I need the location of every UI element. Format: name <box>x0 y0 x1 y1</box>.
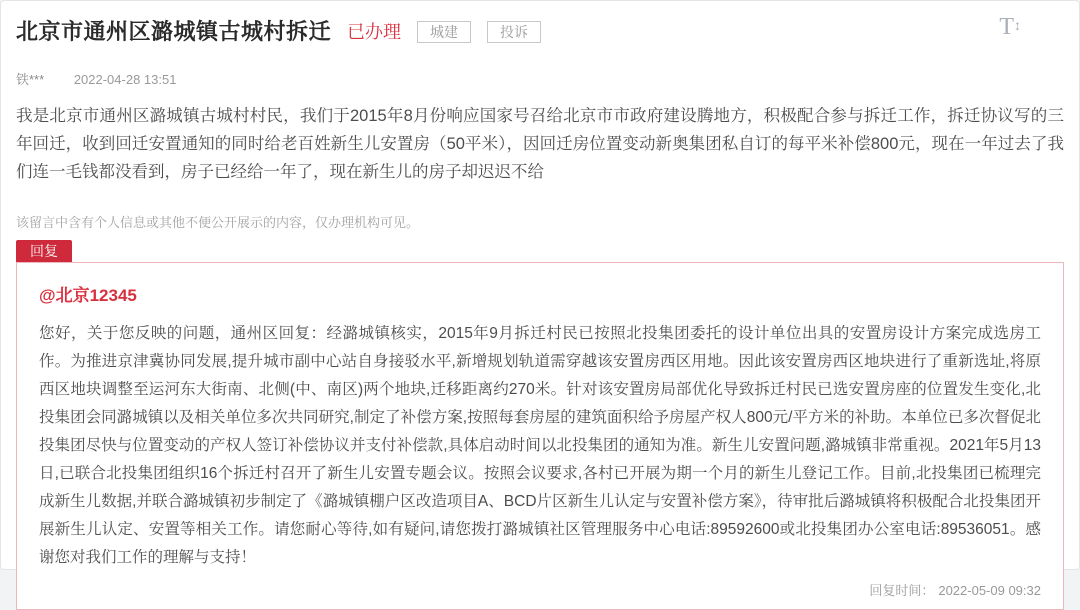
author-name: 铁*** <box>16 72 45 87</box>
reply-time-value: 2022-05-09 09:32 <box>938 583 1041 598</box>
reply-time <box>39 580 1041 599</box>
complaint-body: 我是北京市通州区潞城镇古城村村民，我们于2015年8月份响应国家号召给北京市市政府建设腾地方，积极配合参与拆迁工作，拆迁协议写的三年回迁，收到回迁安置通知的同时给老百姓新生儿安置房（50平米），因回迁房位置变动新奥集团私自订的每平米补偿800元，现在一年过去了我们连一毛钱都没看到，房子已经给一年了，现在新生儿的房子却迟迟不给 <box>16 107 1064 181</box>
post-meta <box>16 69 1064 88</box>
font-size-letter: T <box>999 14 1014 40</box>
header <box>16 17 1064 47</box>
tag-tousu[interactable]: 投诉 <box>487 21 541 43</box>
status-badge: 已办理 <box>347 22 402 42</box>
post-date: 2022-04-28 13:51 <box>73 72 177 87</box>
reply-body: 您好，关于您反映的问题，通州区回复：经潞城镇核实，2015年9月拆迁村民已按照北投集团委托的设计单位出具的安置房设计方案完成选房工作。为推进京津冀协同发展,提升城市副中心站自身接驳水平,新增规划轨道需穿越该安置房西区用地。因此该安置房西区地块进行了重新选址,将原西区地块调整至运河东大街南、北侧(中、南区)两个地块,迁移距离约270米。针对该安置房局部优化导致拆迁村民已选安置房座的位置发生变化,北投集团会同潞城镇以及相关单位多次共同研究,制定了补偿方案,按照每套房屋的建筑面积给予房屋产权人800元/平方米的补助。本单位已多次督促北投集团尽快与位置变动的产权人签订补偿协议并支付补偿款,具体启动时间以北投集团的通知为准。新生儿安置问题,潞城镇非常重视。2021年5月13日,已联合北投集团组织16个拆迁村召开了新生儿安置专题会议。按照会议要求,各村已开展为期一个月的新生儿登记工作。目前,北投集团已梳理完成新生儿数据,并联合潞城镇初步制定了《潞城镇棚户区改造项目A、BCD片区新生儿认定与安置补偿方案》，待审批后潞城镇将积极配合北投集团开展新生儿认定、安置等相关工作。请您耐心等待,如有疑问,请您拨打潞城镇社区管理服务中心电话:89592600或北投集团办公室电话:89536051。感谢您对我们工作的理解与支持！ <box>39 325 1041 566</box>
page-title: 北京市通州区潞城镇古城村拆迁 <box>16 19 332 44</box>
reply-time-label: 回复时间： <box>869 583 935 598</box>
reply-box <box>16 262 1064 610</box>
tag-chengjian[interactable]: 城建 <box>417 21 471 43</box>
reply-button[interactable]: 回复 <box>16 240 72 262</box>
responder-name: @北京12345 <box>39 286 137 305</box>
font-size-icon[interactable] <box>999 15 1021 39</box>
resize-arrow-icon: ↕ <box>1014 17 1021 33</box>
privacy-notice: 该留言中含有个人信息或其他不便公开展示的内容，仅办理机构可见。 <box>16 215 420 230</box>
